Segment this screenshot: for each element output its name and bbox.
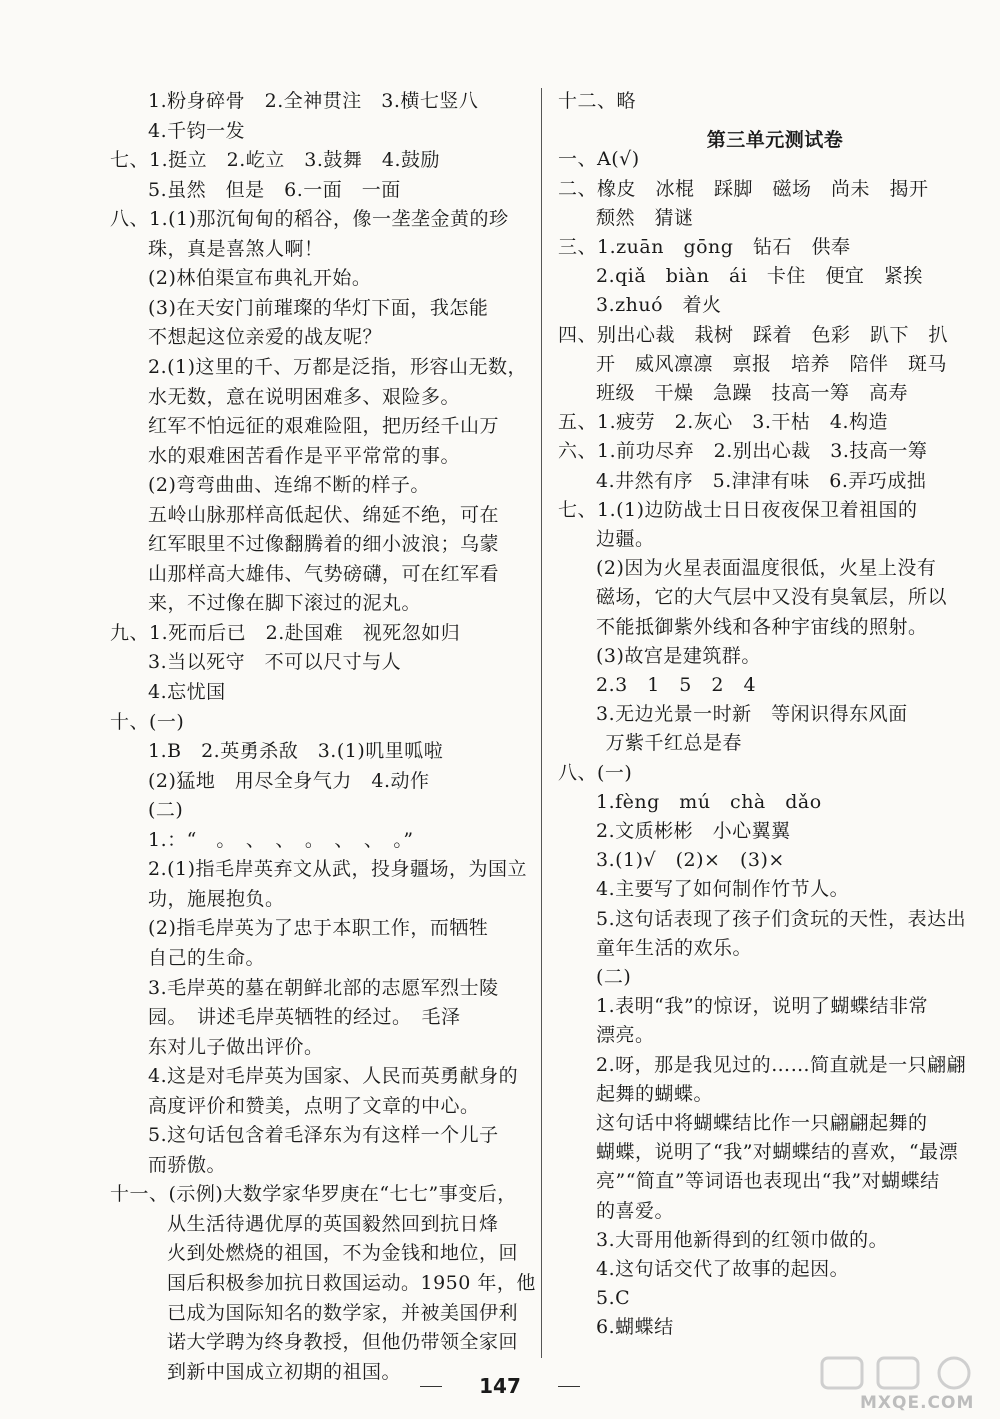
answer-line: 东对儿子做出评价。 [148,1035,324,1058]
answer-line: 2.(1)指毛岸英弃文从武，投身疆场，为国立 [148,858,528,881]
answer-line: 起舞的蝴蝶。 [596,1082,714,1105]
answer-line: 1.：“ 。 、 、 。 、 、 。” [148,828,414,851]
answer-line: 五岭山脉那样高低起伏、绵延不绝，可在 [148,503,500,526]
answer-line: 九、1.死而后已 2.赴国难 视死忽如归 [110,621,461,644]
answer-line: 万紫千红总是春 [605,732,743,755]
column-divider [541,88,542,1358]
answer-line: 边疆。 [596,528,655,550]
answer-line: 已成为国际知名的数学家，并被美国伊利 [167,1301,519,1324]
answer-line: 磁场，它的大气层中又没有臭氧层，所以 [596,586,948,609]
answer-line: 5.这句话表现了孩子们贪玩的天性，表达出 [596,907,967,930]
answer-line: 这句话中将蝴蝶结比作一只翩翩起舞的 [596,1112,928,1134]
answer-line: (2)弯弯曲曲、连绵不断的样子。 [148,474,430,497]
answer-line: 4.这是对毛岸英为国家、人民而英勇献身的 [148,1065,519,1088]
answer-line: (二) [148,799,184,822]
answer-line: 亮”“简直”等词语也表现出“我”对蝴蝶结 [596,1170,940,1193]
watermark-logo-icon [820,1355,990,1391]
answer-line: 3.无边光景一时新 等闲识得东风面 [596,703,908,726]
answer-line: 从生活待遇优厚的英国毅然回到抗日烽 [167,1212,499,1235]
answer-line: 来，不过像在脚下滚过的泥丸。 [148,592,422,615]
answer-line: 山那样高大雄伟、气势磅礴，可在红军看 [148,562,500,585]
answer-line: 1.fèng mú chà dǎo [596,790,822,813]
answer-line: 诺大学聘为终身教授，但他仍带领全家回 [167,1331,519,1354]
answer-line: 六、1.前功尽弃 2.别出心裁 3.技高一筹 [558,440,928,463]
answer-line: 火到处燃烧的祖国，不为金钱和地位，回 [167,1242,519,1265]
answer-line: 十二、略 [558,90,637,112]
answer-line: 自己的生命。 [148,946,266,969]
answer-line: 2.(1)这里的千、万都是泛指，形容山无数， [148,355,528,378]
answer-line: (3)在天安门前璀璨的华灯下面，我怎能 [148,296,489,319]
answer-line: 十、(一) [110,710,185,733]
answer-line: 红军眼里不过像翻腾着的细小波浪；乌蒙 [148,533,500,556]
answer-line: 4.忘忧国 [148,681,226,703]
answer-line: 一、A(√) [558,148,640,171]
answer-line: 漂亮。 [596,1024,655,1047]
watermark-logo [820,1355,990,1391]
answer-line: 5.C [596,1287,631,1310]
answer-line: 高度评价和赞美，点明了文章的中心。 [148,1094,480,1117]
answer-line: 蝴蝶，说明了“我”对蝴蝶结的喜欢，“最漂 [596,1141,959,1164]
answer-line: 1.B 2.英勇杀敌 3.(1)叽里呱啦 [148,740,444,763]
answer-line: 3.大哥用他新得到的红领巾做的。 [596,1228,889,1251]
answer-line: 水无数，意在说明困难多、艰险多。 [148,385,461,408]
answer-line: 5.这句话包含着毛泽东为有这样一个儿子 [148,1124,499,1147]
answer-line: 颓然 猜谜 [596,206,694,229]
answer-line: (二) [596,966,632,988]
answer-line: 4.千钧一发 [148,119,246,142]
answer-line: 园。 讲述毛岸英牺牲的经过。 毛泽 [148,1006,461,1029]
answer-line: 2.文质彬彬 小心翼翼 [596,820,791,842]
answer-line: 班级 干燥 急躁 技高一筹 高寿 [596,382,909,404]
footer-dash-right [558,1386,580,1387]
answer-line: 八、1.(1)那沉甸甸的稻谷，像一垄垄金黄的珍 [110,208,509,231]
answer-line: 国后积极参加抗日救国运动。1950 年，他 [167,1272,536,1294]
answer-line: 2.3 1 5 2 4 [596,674,757,696]
answer-line: 4.井然有序 5.津津有味 6.弄巧成拙 [596,469,927,492]
answer-line: 3.当以死守 不可以尺寸与人 [148,651,402,674]
answer-line: 七、1.(1)边防战士日日夜夜保卫着祖国的 [558,498,918,521]
answer-line: (2)林伯渠宣布典礼开始。 [148,267,372,290]
answer-line: 七、1.挺立 2.屹立 3.鼓舞 4.鼓励 [110,149,441,172]
watermark-site: MXQE.COM [860,1393,975,1413]
answer-line: 三、1.zuān gōng 钻石 供奉 [558,236,851,258]
answer-line: 3.毛岸英的墓在朝鲜北部的志愿军烈士陵 [148,976,499,999]
answer-line: 童年生活的欢乐。 [596,936,753,959]
answer-line: 四、别出心裁 栽树 踩着 色彩 趴下 扒 [558,323,949,346]
answer-line: 开 威风凛凛 禀报 培养 陪伴 斑马 [596,352,948,375]
answer-line: 1.粉身碎骨 2.全神贯注 3.横七竖八 [148,90,479,112]
footer-dash-left [420,1386,442,1387]
section-title: 第三单元测试卷 [706,129,844,151]
answer-line: 1.表明“我”的惊讶，说明了蝴蝶结非常 [596,995,929,1018]
answer-line: (2)因为火星表面温度很低，火星上没有 [596,557,937,580]
answer-line: 3.zhuó 着火 [596,294,722,317]
answer-line: 2.呀，那是我见过的……简直就是一只翩翩 [596,1053,967,1076]
page-number: 147 [479,1374,521,1398]
answer-line: 五、1.疲劳 2.灰心 3.干枯 4.构造 [558,411,889,434]
watermark [820,1355,990,1415]
answer-line: 6.蝴蝶结 [596,1316,674,1339]
answer-line: 红军不怕远征的艰难险阻，把历经千山万 [148,415,500,438]
answer-line: (2)指毛岸英为了忠于本职工作，而牺牲 [148,917,489,940]
answer-line: 4.这句话交代了故事的起因。 [596,1258,850,1280]
answer-line: 十一、(示例)大数学家华罗庚在“七七”事变后， [110,1183,517,1206]
answer-line: 4.主要写了如何制作竹节人。 [596,878,850,901]
answer-line: 不能抵御紫外线和各种宇宙线的照射。 [596,615,928,638]
answer-line: 而骄傲。 [148,1153,227,1176]
answer-line: 珠，真是喜煞人啊！ [148,237,324,260]
answer-line: 的喜爱。 [596,1199,675,1222]
answer-line: 水的艰难困苦看作是平平常常的事。 [148,444,461,467]
answer-line: 二、橡皮 冰棍 踩脚 磁场 尚未 揭开 [558,177,929,200]
answer-line: 2.qiǎ biàn ái 卡住 便宜 紧挨 [596,265,923,288]
answer-line: 到新中国成立初期的祖国。 [167,1360,402,1383]
answer-line: (2)猛地 用尽全身气力 4.动作 [148,769,430,792]
answer-line: 八、(一) [558,761,633,784]
answer-line: 功，施展抱负。 [148,887,285,910]
answer-line: 不想起这位亲爱的战友呢？ [148,326,383,349]
answer-line: 3.(1)√ (2)× (3)× [596,849,785,872]
answer-line: (3)故宫是建筑群。 [596,644,761,667]
answer-line: 5.虽然 但是 6.一面 一面 [148,178,401,201]
